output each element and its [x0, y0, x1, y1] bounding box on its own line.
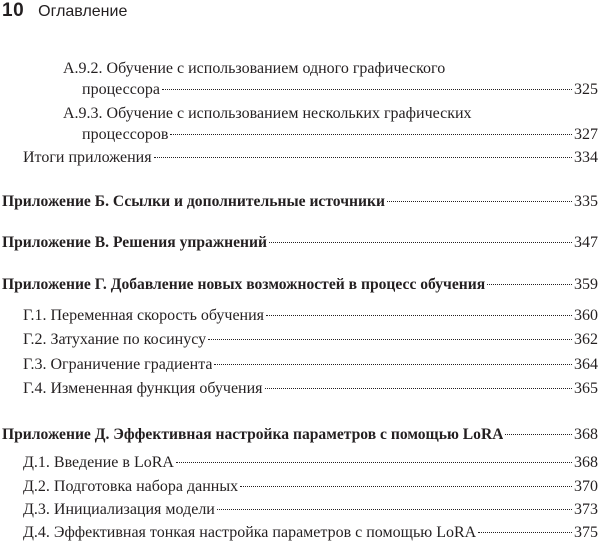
toc-entry-title: Приложение Д. Эффективная настройка параметров с помощью LoRA [2, 426, 504, 443]
running-header-title: Оглавление [38, 3, 128, 20]
toc-entry-title: Д.4. Эффективная тонкая настройка параметров с помощью LoRA [23, 524, 477, 541]
toc-entry-g3[interactable] [23, 354, 598, 376]
toc-entry-page: 370 [574, 478, 598, 495]
toc-entry-page: 373 [574, 501, 598, 518]
toc-entry-title: Г.1. Переменная скорость обучения [23, 307, 265, 324]
toc-entry-a93[interactable] [82, 124, 598, 146]
dot-leader [240, 486, 572, 487]
dot-leader [265, 388, 572, 389]
dot-leader [214, 364, 572, 365]
toc-entry-title: Д.2. Подготовка набора данных [23, 478, 239, 495]
toc-entry-title: Г.3. Ограничение градиента [23, 356, 213, 373]
toc-entry-appendix-v[interactable] [2, 232, 598, 254]
toc-entry-appendix-g[interactable] [2, 274, 598, 296]
toc-entry-page: 325 [574, 81, 598, 98]
toc-entry-page: 362 [574, 331, 598, 348]
dot-leader [170, 134, 572, 135]
toc-entry-appendix-b[interactable] [2, 191, 598, 213]
toc-entry-g4[interactable] [23, 378, 598, 400]
dot-leader [176, 462, 572, 463]
toc-entry-page: 368 [574, 426, 598, 443]
toc-entry-title: Приложение В. Решения упражнений [2, 234, 268, 251]
toc-entry-page: 360 [574, 307, 598, 324]
toc-entry-a92-line1: A.9.2. Обучение с использованием одного графического [63, 60, 446, 77]
page-number: 10 [2, 0, 25, 21]
toc-entry-page: 327 [574, 126, 598, 143]
toc-entry-page: 365 [574, 380, 598, 397]
dot-leader [487, 284, 572, 285]
toc-entry-title: Г.4. Измененная функция обучения [23, 380, 263, 397]
toc-entry-title: Приложение Г. Добавление новых возможностей в процесс обучения [2, 276, 486, 293]
toc-entry-title: Д.1. Введение в LoRA [23, 454, 174, 471]
toc-entry-summary[interactable] [23, 147, 598, 169]
toc-entry-page: 359 [574, 276, 598, 293]
toc-entry-d4[interactable] [23, 522, 598, 544]
toc-entry-title: процессоров [82, 126, 169, 143]
dot-leader [269, 242, 572, 243]
toc-entry-d2[interactable] [23, 476, 598, 498]
toc-entry-title: Приложение Б. Ссылки и дополнительные источники [2, 193, 385, 210]
dot-leader [387, 201, 572, 202]
toc-entry-page: 347 [574, 234, 598, 251]
toc-entry-page: 368 [574, 454, 598, 471]
toc-entry-g2[interactable] [23, 329, 598, 351]
toc-entry-page: 334 [574, 149, 598, 166]
dot-leader [208, 339, 572, 340]
toc-entry-d1[interactable] [23, 452, 598, 474]
toc-entry-a92[interactable] [82, 79, 598, 101]
toc-entry-title: Г.2. Затухание по косинусу [23, 331, 207, 348]
dot-leader [217, 509, 572, 510]
toc-entry-page: 375 [574, 524, 598, 541]
toc-entry-appendix-d[interactable] [2, 424, 598, 446]
toc-entry-page: 364 [574, 356, 598, 373]
toc-entry-title: Д.3. Инициализация модели [23, 501, 215, 518]
dot-leader [505, 434, 572, 435]
dot-leader [478, 532, 572, 533]
dot-leader [154, 157, 572, 158]
toc-entry-a93-line1: A.9.3. Обучение с использованием нескольких графических [63, 105, 472, 122]
toc-entry-title: процессора [82, 81, 160, 98]
dot-leader [266, 315, 572, 316]
toc-entry-title: Итоги приложения [23, 149, 152, 166]
toc-entry-page: 335 [574, 193, 598, 210]
toc-entry-g1[interactable] [23, 305, 598, 327]
dot-leader [162, 89, 572, 90]
toc-entry-d3[interactable] [23, 499, 598, 521]
